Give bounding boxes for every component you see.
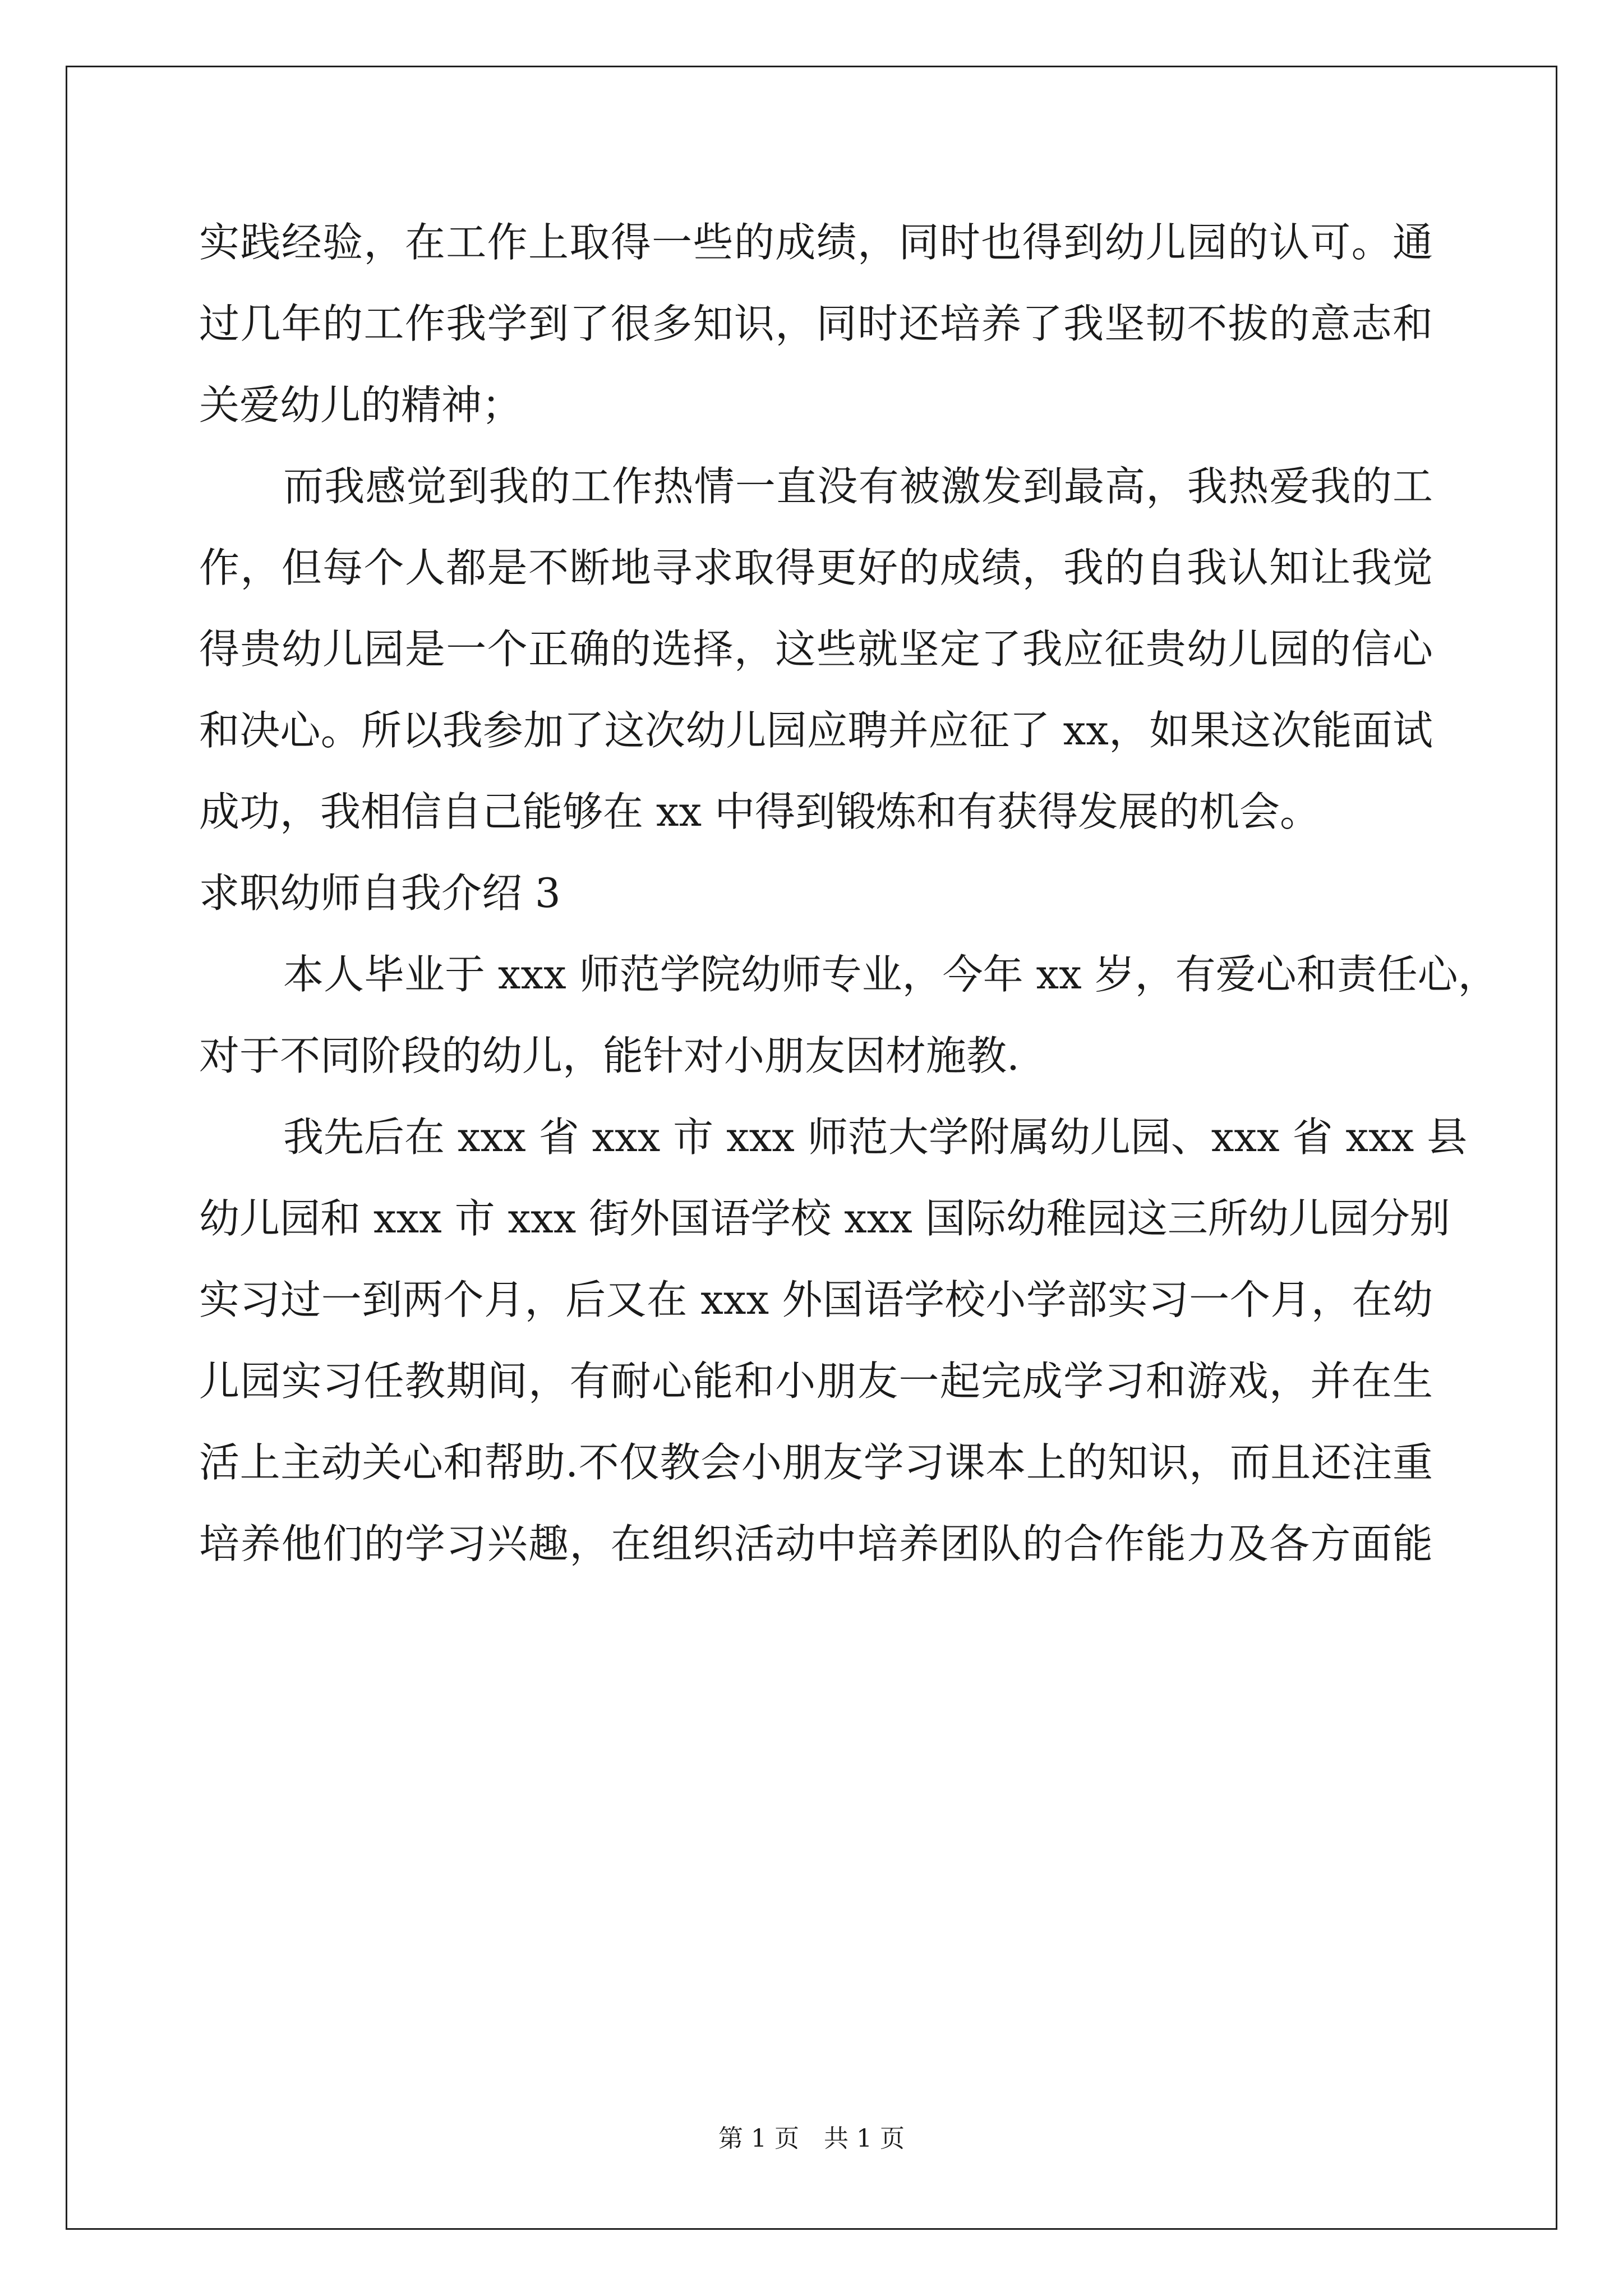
body-line: 实践经验，在工作上取得一些的成绩，同时也得到幼儿园的认可。通 <box>199 219 1433 266</box>
body-line: 实习过一到两个月，后又在 xxx 外国语学校小学部实习一个月，在幼 <box>199 1276 1433 1323</box>
body-line: 本人毕业于 xxx 师范学院幼师专业，今年 xx 岁，有爱心和责任心， <box>283 951 1498 998</box>
page-number: 第 1 页 共 1 页 <box>718 2124 905 2153</box>
body-line: 作，但每个人都是不断地寻求取得更好的成绩，我的自我认知让我觉 <box>199 544 1433 591</box>
body-line: 幼儿园和 xxx 市 xxx 街外国语学校 xxx 国际幼稚园这三所幼儿园分别 <box>199 1195 1450 1242</box>
body-line: 成功，我相信自己能够在 xx 中得到锻炼和有获得发展的机会。 <box>199 788 1320 835</box>
body-line: 关爱幼儿的精神； <box>199 381 523 429</box>
body-line: 培养他们的学习兴趣，在组织活动中培养团队的合作能力及各方面能 <box>199 1520 1433 1567</box>
document-body <box>199 202 1498 1585</box>
body-line: 我先后在 xxx 省 xxx 市 xxx 师范大学附属幼儿园、xxx 省 xxx 县 <box>283 1114 1468 1161</box>
body-line: 和决心。所以我参加了这次幼儿园应聘并应征了 xx，如果这次能面试 <box>199 707 1433 754</box>
body-line: 得贵幼儿园是一个正确的选择，这些就坚定了我应征贵幼儿园的信心 <box>199 625 1433 673</box>
body-line: 过几年的工作我学到了很多知识，同时还培养了我坚韧不拔的意志和 <box>199 300 1433 347</box>
body-line: 而我感觉到我的工作热情一直没有被激发到最高，我热爱我的工 <box>283 463 1433 510</box>
body-line: 儿园实习任教期间，有耐心能和小朋友一起完成学习和游戏，并在生 <box>199 1358 1433 1405</box>
body-line: 活上主动关心和帮助.不仅教会小朋友学习课本上的知识，而且还注重 <box>199 1439 1433 1486</box>
section-heading: 求职幼师自我介绍 3 <box>199 869 561 917</box>
body-line: 对于不同阶段的幼儿，能针对小朋友因材施教. <box>199 1032 1020 1079</box>
